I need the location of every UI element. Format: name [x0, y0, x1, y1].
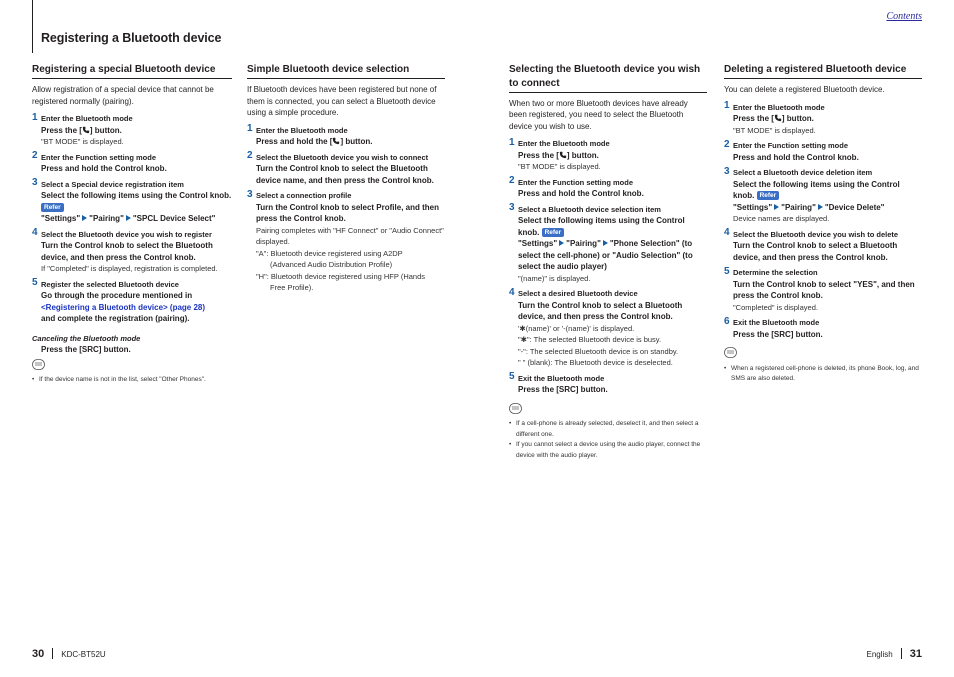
- step-number: 2: [724, 138, 730, 150]
- section-intro: You can delete a registered Bluetooth device.: [724, 85, 885, 94]
- language-label: English: [866, 650, 893, 659]
- contents-link[interactable]: Contents: [886, 11, 922, 22]
- step-number: 3: [509, 202, 515, 213]
- cancel-heading: Canceling the Bluetooth mode: [32, 333, 141, 343]
- arrow-icon: [818, 204, 823, 210]
- step-title: Select a Bluetooth device deletion item: [733, 168, 873, 177]
- step-title: Select the Bluetooth device you wish to connect: [256, 152, 429, 162]
- step-text: Press the [SRC] button.: [733, 329, 823, 339]
- page-title: Registering a Bluetooth device: [41, 31, 222, 45]
- step-title: Enter the Bluetooth mode: [518, 139, 610, 148]
- menu-path-item: "Pairing": [566, 239, 601, 248]
- menu-path-item: "Settings": [41, 214, 81, 223]
- step-note: Device names are displayed.: [733, 214, 830, 223]
- step-note: "Completed" is displayed.: [733, 302, 818, 312]
- menu-path-item: "Pairing": [89, 214, 124, 223]
- step-text: Press and hold the Control knob.: [518, 189, 644, 198]
- step-text: ] button.: [340, 137, 373, 146]
- section-intro: When two or more Bluetooth devices have already been registered, you need to select the Bluetooth device you wish to use.: [509, 98, 688, 131]
- step-number: 4: [509, 286, 515, 298]
- step-text: Turn the Control knob to select the Bluetooth device, and then press the Control knob.: [41, 241, 213, 262]
- step-number: 6: [724, 315, 730, 327]
- step-note: (Advanced Audio Distribution Profile): [270, 260, 393, 269]
- step-4: [724, 229, 922, 264]
- step-number: 1: [32, 111, 38, 123]
- menu-path-item: "Settings": [733, 202, 773, 212]
- step-note: Pairing completes with "HF Connect" or "Audio Connect" displayed.: [256, 225, 444, 246]
- step-2: [724, 140, 922, 163]
- step-number: 2: [32, 150, 38, 161]
- step-number: 2: [247, 150, 253, 161]
- refer-badge[interactable]: Refer: [757, 191, 780, 200]
- section-intro: Allow registration of a special device that cannot be registered normally (pairing).: [32, 85, 214, 106]
- step-text: ] button.: [89, 125, 122, 135]
- step-note: "-": The selected Bluetooth device is on standby.: [518, 346, 679, 356]
- arrow-icon: [82, 215, 87, 221]
- step-title: Enter the Bluetooth mode: [41, 114, 133, 123]
- step-4: [509, 288, 707, 369]
- header-rule: [32, 0, 33, 53]
- step-title: Enter the Bluetooth mode: [256, 125, 348, 135]
- step-text: Turn the Control knob to select Profile, and then press the Control knob.: [256, 202, 439, 223]
- step-number: 5: [509, 371, 515, 382]
- arrow-icon: [774, 204, 779, 210]
- step-text: Turn the Control knob to select "YES", and then press the Control knob.: [733, 279, 915, 300]
- step-note: '✱(name)' or '-(name)' is displayed.: [518, 323, 635, 333]
- step-number: 5: [32, 277, 38, 288]
- phone-icon: [774, 114, 782, 122]
- step-1: [724, 102, 922, 137]
- step-note: "(name)" is displayed.: [518, 273, 591, 283]
- section-simple-selection: [247, 63, 445, 298]
- section-special-device: [32, 63, 232, 386]
- step-5: [724, 267, 922, 313]
- memo-bullet: • When a registered cell-phone is deleted, its phone Book, log, and SMS are also deleted.: [724, 364, 922, 385]
- menu-path-item: "Phone Selection" (to select the cell-phone) or "Audio Selection" (to select the audio player): [518, 239, 693, 271]
- step-1: [247, 125, 445, 148]
- step-number: 3: [724, 165, 730, 177]
- step-text: Press and hold the Control knob.: [733, 152, 859, 162]
- step-note: "BT MODE" is displayed.: [733, 125, 816, 135]
- step-title: Select a desired Bluetooth device: [518, 289, 638, 298]
- step-text: Select the following items using the Control knob.: [41, 191, 232, 200]
- memo-icon: [32, 359, 45, 370]
- step-text: Press and hold the [: [256, 137, 333, 146]
- step-note: "BT MODE" is displayed.: [518, 162, 601, 171]
- step-text: and complete the registration (pairing).: [41, 314, 190, 323]
- section-intro: If Bluetooth devices have been registered but none of them is connected, you can select a Bluetooth device using a simple procedure.: [247, 85, 437, 117]
- step-title: Exit the Bluetooth mode: [733, 318, 820, 327]
- footer-left: [32, 648, 106, 660]
- step-note: "H": Bluetooth device registered using HFP (Hands: [256, 271, 426, 281]
- step-text: Turn the Control knob to select a Bluetooth device, and then press the Control knob.: [733, 241, 898, 262]
- step-title: Enter the Function setting mode: [518, 177, 634, 187]
- step-title: Select the Bluetooth device you wish to delete: [733, 229, 899, 239]
- step-3: [509, 204, 707, 285]
- step-number: 3: [247, 188, 253, 200]
- step-text: Turn the Control knob to select the Bluetooth device name, and then press the Control knob.: [256, 164, 434, 185]
- step-2: [247, 152, 445, 187]
- step-3: [247, 190, 445, 294]
- step-title: Select a Special device registration item: [41, 179, 184, 189]
- step-text: Press the [SRC] button.: [518, 385, 608, 394]
- page-number-right: 31: [909, 648, 922, 660]
- phone-icon: [559, 151, 567, 159]
- memo-icon: [724, 347, 737, 358]
- section-heading: Deleting a registered Bluetooth device: [724, 63, 922, 79]
- step-title: Exit the Bluetooth mode: [518, 373, 605, 383]
- menu-path-item: "SPCL Device Select": [132, 214, 216, 223]
- step-note: " " (blank): The Bluetooth device is deselected.: [518, 358, 673, 367]
- step-title: Select a connection profile: [256, 191, 352, 200]
- step-title: Select the Bluetooth device you wish to register: [41, 229, 212, 239]
- step-2: [32, 152, 232, 175]
- step-number: 4: [32, 227, 38, 238]
- step-number: 4: [724, 227, 730, 238]
- step-note: "A": Bluetooth device registered using A2DP: [256, 248, 403, 258]
- step-2: [509, 177, 707, 200]
- memo-bullet: • If the device name is not in the list, select "Other Phones".: [32, 375, 232, 386]
- step-number: 1: [247, 123, 253, 134]
- footer-right: [867, 648, 923, 660]
- arrow-icon: [126, 215, 131, 221]
- step-number: 1: [509, 136, 515, 148]
- step-title: Register the selected Bluetooth device: [41, 279, 179, 289]
- arrow-icon: [559, 240, 564, 246]
- footer-divider: [901, 648, 902, 659]
- menu-path-item: "Pairing": [781, 202, 816, 212]
- arrow-icon: [603, 240, 608, 246]
- step-note: "✱": The selected Bluetooth device is busy.: [518, 335, 662, 344]
- step-number: 2: [509, 175, 515, 186]
- step-title: Determine the selection: [733, 268, 818, 277]
- refer-badge[interactable]: Refer: [542, 228, 565, 237]
- section-heading: Registering a special Bluetooth device: [32, 63, 232, 79]
- page-number-left: 30: [32, 648, 45, 660]
- memo-bullet: • If you cannot select a device using the audio player, connect the device with the audio player.: [509, 440, 707, 461]
- menu-path-item: "Device Delete": [824, 202, 885, 212]
- refer-badge[interactable]: Refer: [41, 203, 64, 212]
- step-text: Press the [: [518, 150, 559, 160]
- step-1: [509, 138, 707, 173]
- memo-bullet: • If a cell-phone is already selected, deselect it, and then select a different one.: [509, 419, 707, 440]
- step-text: Press the [: [733, 114, 774, 123]
- step-text: ] button.: [781, 114, 814, 123]
- step-4: [32, 229, 232, 275]
- section-heading: Simple Bluetooth device selection: [247, 63, 445, 79]
- cancel-text: Press the [SRC] button.: [41, 345, 131, 354]
- section-delete-device: [724, 63, 922, 385]
- menu-path-item: "Settings": [518, 239, 558, 248]
- step-6: [724, 317, 922, 340]
- step-text: Press and hold the Control knob.: [41, 164, 167, 173]
- step-text: Press the [: [41, 125, 82, 135]
- step-note: If "Completed" is displayed, registration is completed.: [41, 264, 218, 273]
- step-title: Enter the Bluetooth mode: [733, 102, 825, 112]
- step-number: 1: [724, 100, 730, 111]
- step-3: [32, 179, 232, 225]
- step-text: Select the following items using the Control knob.: [518, 216, 685, 237]
- memo-icon: [509, 403, 522, 414]
- page-link[interactable]: <Registering a Bluetooth device> (page 28): [41, 302, 206, 312]
- footer-divider: [52, 648, 53, 659]
- step-note: Free Profile).: [270, 283, 314, 292]
- step-1: [32, 113, 232, 148]
- model-name: KDC-BT52U: [61, 650, 106, 659]
- step-text: Turn the Control knob to select a Bluetooth device, and then press the Control knob.: [518, 300, 683, 321]
- step-title: Select a Bluetooth device selection item: [518, 204, 661, 214]
- section-heading: Selecting the Bluetooth device you wish to connect: [509, 63, 707, 93]
- step-5: [509, 373, 707, 396]
- step-text: ] button.: [566, 150, 599, 160]
- step-title: Enter the Function setting mode: [733, 141, 849, 150]
- section-select-device: [509, 63, 707, 461]
- step-text: Go through the procedure mentioned in: [41, 291, 193, 300]
- step-3: [724, 167, 922, 225]
- step-note: "BT MODE" is displayed.: [41, 137, 124, 146]
- step-text: Select the following items using the Control knob.: [733, 179, 900, 200]
- phone-icon: [82, 126, 90, 134]
- step-title: Enter the Function setting mode: [41, 152, 157, 162]
- step-number: 3: [32, 177, 38, 188]
- step-5: [32, 279, 232, 325]
- step-number: 5: [724, 265, 730, 277]
